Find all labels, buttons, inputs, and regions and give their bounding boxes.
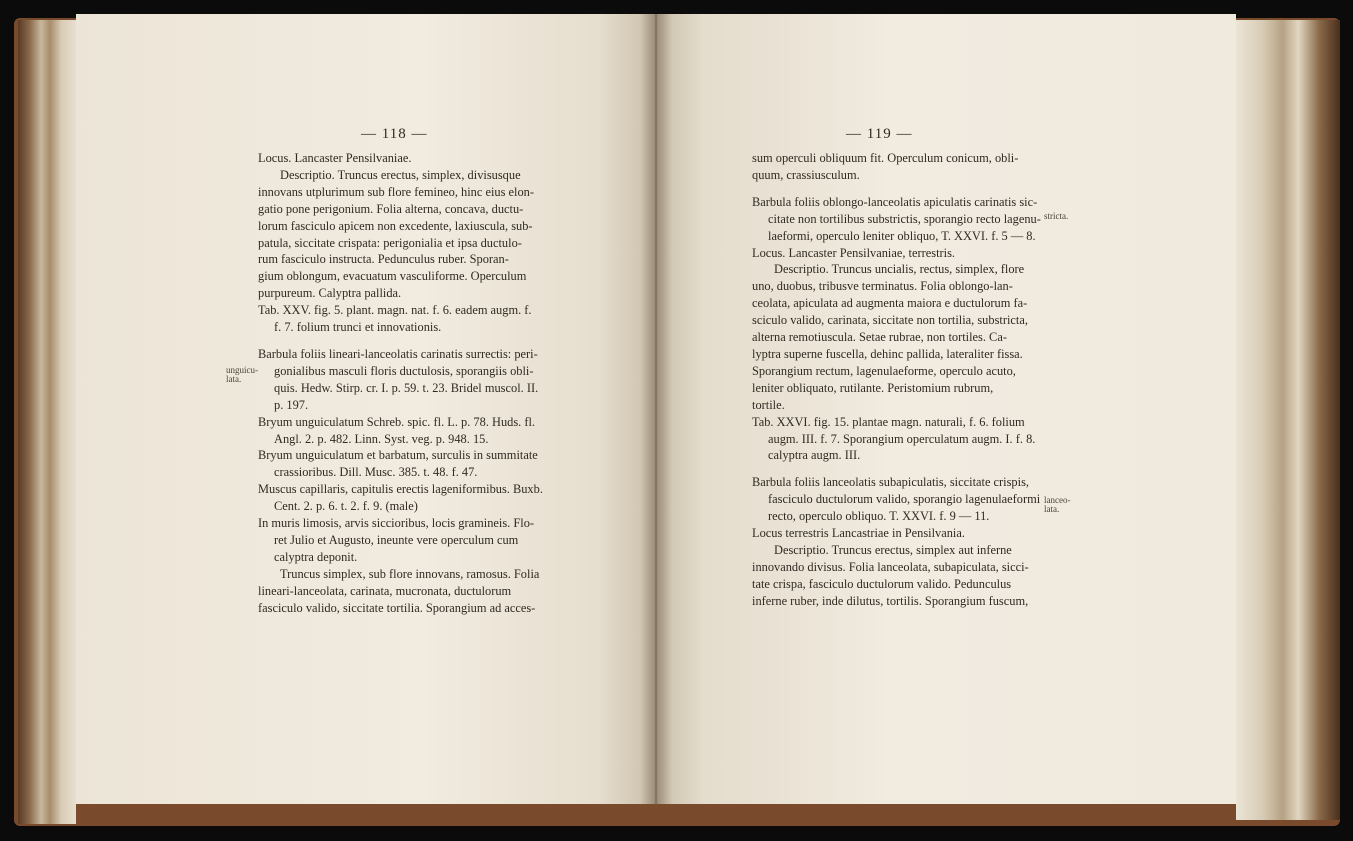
text-line: sum operculi obliquum fit. Operculum conicum, obli- [752, 151, 1019, 165]
text-line: gium oblongum, evacuatum vasculiforme. Operculum [258, 269, 527, 284]
left-page-edges [18, 20, 76, 824]
text-line: Truncus simplex, sub flore innovans, ramosus. Folia [280, 566, 540, 581]
margin-note-lanceolata: lanceo- lata. [1044, 495, 1071, 514]
text-line: f. 7. folium trunci et innovationis. [274, 320, 442, 335]
book-gutter [640, 14, 672, 804]
left-page-body [258, 150, 656, 616]
text-line: Descriptio. Truncus erectus, simplex, divisusque [280, 167, 521, 182]
text-line: alterna remotiuscula. Setae rubrae, non tortiles. Ca- [752, 330, 1007, 345]
text-line: p. 197. [274, 397, 309, 412]
text-line: Locus. Lancaster Pensilvaniae, terrestris. [752, 245, 955, 260]
text-line: Locus. Lancaster Pensilvaniae. [258, 151, 412, 165]
text-line: quis. Hedw. Stirp. cr. I. p. 59. t. 23. Bridel muscol. II. [274, 380, 539, 395]
text-line: Locus terrestris Lancastriae in Pensilvania. [752, 526, 965, 541]
text-line: innovans utplurimum sub flore femineo, hinc eius elon- [258, 184, 534, 199]
text-line: Cent. 2. p. 6. t. 2. f. 9. (male) [274, 499, 418, 514]
text-line: gonialibus masculi floris ductulosis, sporangiis obli- [274, 363, 534, 378]
margin-note-unguiculata: unguicu- lata. [226, 365, 258, 384]
text-line: recto, operculo obliquo. T. XXVI. f. 9 — 11. [768, 509, 990, 524]
text-line: ceolata, apiculata ad augmenta maiora e ductulorum fa- [752, 296, 1028, 311]
text-line: Bryum unguiculatum Schreb. spic. fl. L. p. 78. Huds. fl. [258, 414, 536, 429]
right-page [656, 14, 1236, 804]
text-line: Descriptio. Truncus uncialis, rectus, simplex, flore [774, 262, 1025, 277]
paragraph-gap [752, 184, 1042, 194]
left-page [76, 14, 656, 804]
text-line: patula, siccitate crispata: perigonialia et ipsa ductulo- [258, 235, 522, 250]
text-line: Muscus capillaris, capitulis erectis lageniformibus. Buxb. [258, 482, 543, 497]
text-line: inferne ruber, inde dilutus, tortilis. Sporangium fuscum, [752, 593, 1029, 608]
text-line: Bryum unguiculatum et barbatum, surculis in summitate [258, 448, 538, 463]
text-line: In muris limosis, arvis siccioribus, locis gramineis. Flo- [258, 516, 535, 531]
text-line: tate crispa, fasciculo ductulorum valido. Pedunculus [752, 576, 1012, 591]
text-line: purpureum. Calyptra pallida. [258, 286, 402, 301]
text-line: sciculo valido, carinata, siccitate non tortilia, substricta, [752, 313, 1028, 328]
text-line: Barbula foliis lanceolatis subapiculatis, siccitate crispis, [752, 475, 1029, 490]
right-page-edges [1236, 20, 1340, 820]
text-line: Sporangium rectum, lagenulaeforme, operculo acuto, [752, 363, 1016, 378]
margin-note-stricta: stricta. [1044, 211, 1069, 221]
text-line: Tab. XXVI. fig. 15. plantae magn. naturali, f. 6. folium [752, 414, 1025, 429]
text-line: lorum fasciculo apicem non excedente, laxiuscula, sub- [258, 218, 533, 233]
text-line: lyptra superne fuscella, dehinc pallida, lateraliter fissa. [752, 346, 1023, 361]
text-line: tortile. [752, 397, 785, 412]
paragraph-gap [752, 464, 1042, 474]
text-line: fasciculo valido, siccitate tortilia. Sporangium ad acces- [258, 600, 536, 615]
text-line: Descriptio. Truncus erectus, simplex aut inferne [774, 542, 1012, 557]
text-line: fasciculo ductulorum valido, sporangio lagenulaeformi [768, 492, 1041, 507]
text-line: lineari-lanceolata, carinata, mucronata, ductulorum [258, 583, 512, 598]
text-line: ret Julio et Augusto, ineunte vere operculum cum [274, 532, 519, 547]
text-line: gatio pone perigonium. Folia alterna, concava, ductu- [258, 201, 524, 216]
text-line: uno, duobus, tribusve terminatus. Folia oblongo-lan- [752, 279, 1013, 294]
text-line: Barbula foliis oblongo-lanceolatis apiculatis carinatis sic- [752, 194, 1038, 209]
text-line: innovando divisus. Folia lanceolata, subapiculata, sicci- [752, 559, 1029, 574]
text-line: crassioribus. Dill. Musc. 385. t. 48. f. 47. [274, 465, 478, 480]
text-line: Tab. XXV. fig. 5. plant. magn. nat. f. 6. eadem augm. f. [258, 303, 532, 318]
text-line: Angl. 2. p. 482. Linn. Syst. veg. p. 948. 15. [274, 431, 489, 446]
right-page-body [752, 150, 1042, 610]
text-line: Barbula foliis lineari-lanceolatis carinatis surrectis: peri- [258, 346, 538, 361]
text-line: laeformi, operculo leniter obliquo, T. XXVI. f. 5 — 8. [768, 228, 1036, 243]
text-line: calyptra augm. III. [768, 448, 861, 463]
text-line: quum, crassiusculum. [752, 167, 860, 182]
text-line: calyptra deponit. [274, 549, 358, 564]
text-line: citate non tortilibus substrictis, sporangio recto lagenu- [768, 211, 1041, 226]
page-number-right: — 119 — [846, 126, 913, 142]
paragraph-gap [258, 336, 656, 346]
page-number-left: — 118 — [361, 126, 428, 142]
text-line: augm. III. f. 7. Sporangium operculatum augm. I. f. 8. [768, 431, 1036, 446]
text-line: leniter obliquato, rutilante. Peristomium rubrum, [752, 380, 994, 395]
text-line: rum fasciculo instructa. Pedunculus ruber. Sporan- [258, 252, 509, 267]
